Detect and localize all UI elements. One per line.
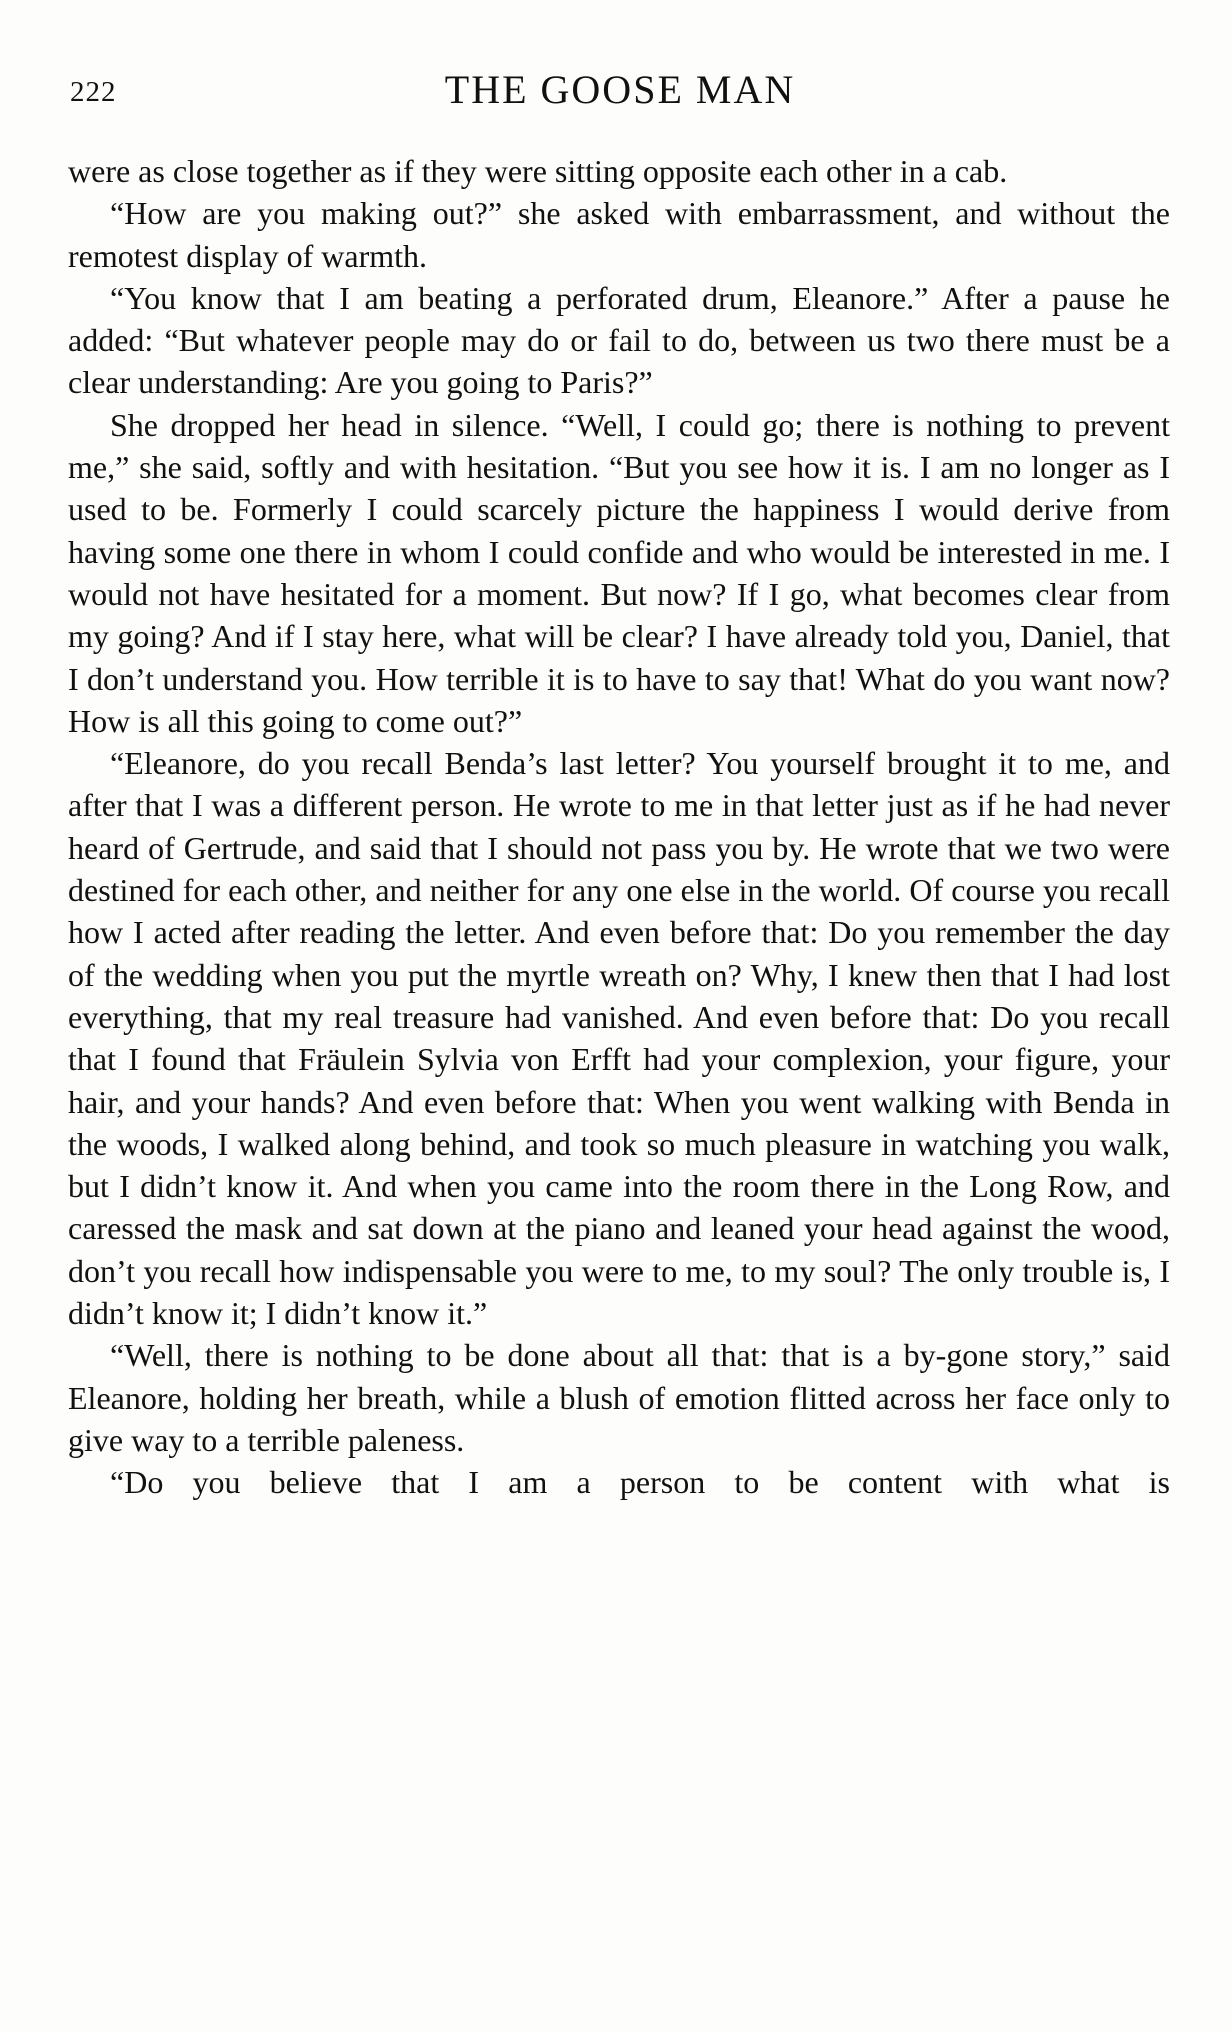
page-header — [70, 66, 1170, 126]
paragraph: “Do you believe that I am a person to be content with what is — [110, 1464, 1170, 1501]
paragraph: “You know that I am beating a perforated drum, Eleanore.” After a pause he added: “But whatever people may do or fail to do, between us two there must be a clear understanding: Are you going to Paris?” — [68, 279, 1170, 401]
running-title: THE GOOSE MAN — [444, 67, 796, 112]
paragraph: “How are you making out?” she asked with embarrassment, and without the remotest display of warmth. — [68, 195, 1170, 274]
page-number: 222 — [70, 76, 117, 108]
paragraph: were as close together as if they were sitting opposite each other in a cab. — [68, 153, 1008, 189]
paragraph: “Eleanore, do you recall Benda’s last letter? You yourself brought it to me, and after that I was a different person. He wrote to me in that letter just as if he had never heard of Gertrude, and said that I should not pass you by. He wrote that we two were destined for each other, and neither for any one else in the world. Of course you recall how I acted after reading the letter. And even before that: Do you remember the day of the wedding when you put the myrtle wreath on? Why, I knew then that I had lost everything, that my real treasure had vanished. And even before that: Do you recall that I found that Fräulein Sylvia von Erfft had your complexion, your figure, your hair, and your hands? And even before that: When you went walking with Benda in the woods, I walked along behind, and took so much pleasure in watching you walk, but I didn’t know it. And when you came into the room there in the Long Row, and caressed the mask and sat down at the piano and leaned your head against the wood, don’t you recall how indispensable you were to me, to my soul? The only trouble is, I didn’t know it; I didn’t know it.” — [68, 745, 1170, 1332]
body-text — [68, 150, 1170, 1504]
paragraph: She dropped her head in silence. “Well, I could go; there is nothing to prevent me,” she said, softly and with hesitation. “But you see how it is. I am no longer as I used to be. Formerly I could scarcely picture the happiness I would derive from having some one there in whom I could confide and who would be interested in me. I would not have hesitated for a moment. But now? If I go, what becomes clear from my going? And if I stay here, what will be clear? I have already told you, Daniel, that I don’t understand you. How terrible it is to have to say that! What do you want now? How is all this going to come out?” — [68, 406, 1170, 739]
paragraph: “Well, there is nothing to be done about all that: that is a by-gone story,” said Eleanore, holding her breath, while a blush of emotion flitted across her face only to give way to a terrible paleness. — [68, 1337, 1170, 1458]
